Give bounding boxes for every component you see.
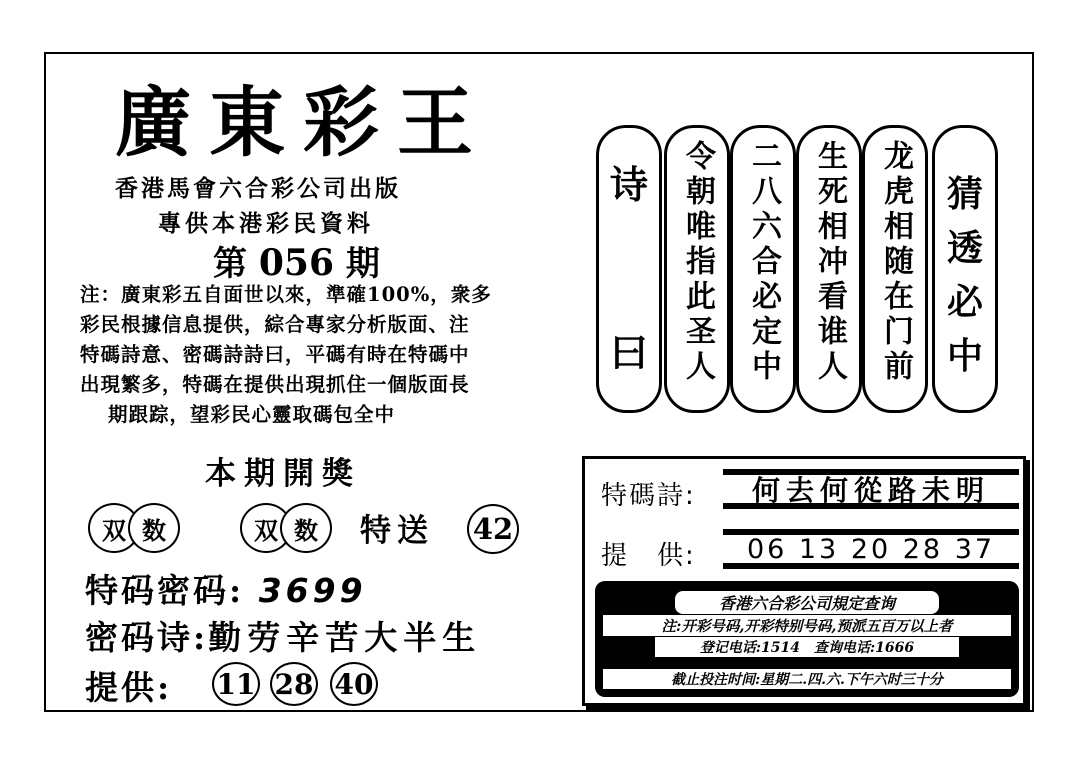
draw-title: 本期開獎 bbox=[205, 456, 361, 492]
secret-poem-value: 勤劳辛苦大半生 bbox=[208, 618, 482, 657]
notice-line: 登记电话:1514 查询电话:1666 bbox=[655, 637, 959, 657]
notice-title: 香港六合彩公司規定查询 bbox=[675, 591, 939, 614]
poem-value: 何去何從路未明 bbox=[723, 469, 1019, 509]
note-line: 注：廣東彩五自面世以來，準確100%，衆多 bbox=[80, 283, 492, 306]
guess-scroll bbox=[932, 125, 998, 413]
scroll-line: 龙虎相随在门前 bbox=[878, 140, 913, 385]
note-line: 特碼詩意、密碼詩詩曰，平碼有時在特碼中 bbox=[80, 343, 470, 366]
special-label: 特送 bbox=[360, 513, 434, 549]
secret-code-label: 特码密码: bbox=[85, 571, 245, 610]
scroll-char: 诗 bbox=[609, 163, 648, 207]
issue-prefix: 第 bbox=[213, 244, 247, 284]
notice-line: 注:开彩号码,开彩特别号码,预派五百万以上者 bbox=[603, 615, 1011, 636]
issue-number bbox=[213, 236, 380, 285]
poem-scroll-4 bbox=[862, 125, 928, 413]
secret-poem-label: 密码诗: bbox=[85, 618, 209, 657]
draw-circle: 数 bbox=[280, 503, 332, 553]
page-title: 廣東彩王 bbox=[115, 78, 491, 167]
poem-head-scroll bbox=[596, 125, 662, 413]
poem-scroll-3 bbox=[796, 125, 862, 413]
draw-circle: 数 bbox=[128, 503, 180, 553]
note-line: 彩民根據信息提供，綜合專家分析版面、注 bbox=[80, 313, 470, 336]
secret-code-row bbox=[85, 565, 367, 612]
issue-suffix: 期 bbox=[345, 244, 380, 284]
poem-scroll-1 bbox=[664, 125, 730, 413]
scroll-char: 必 bbox=[946, 282, 983, 323]
scroll-char: 中 bbox=[946, 336, 983, 377]
scroll-char: 透 bbox=[946, 228, 983, 269]
note-line: 期跟踪，望彩民心靈取碼包全中 bbox=[108, 403, 396, 426]
dedication-text: 專供本港彩民資料 bbox=[158, 210, 374, 237]
notice-line: 截止投注时间:星期二.四.六.下午六时三十分 bbox=[603, 669, 1011, 689]
secret-poem-row bbox=[85, 612, 481, 659]
poem-label: 特碼詩: bbox=[601, 481, 696, 511]
note-line: 出現繁多，特碼在提供出現抓住一個版面長 bbox=[80, 373, 470, 396]
special-number: 42 bbox=[467, 504, 519, 554]
notice-paragraph bbox=[80, 280, 545, 430]
draw-circle: 双 bbox=[88, 503, 140, 553]
info-box bbox=[582, 456, 1026, 706]
poem-scroll-2 bbox=[730, 125, 796, 413]
scroll-line: 生死相冲看谁人 bbox=[812, 140, 847, 385]
provide-box-label: 提 供: bbox=[601, 541, 696, 571]
issue-value: 056 bbox=[258, 242, 334, 284]
secret-code-value: 3699 bbox=[258, 571, 367, 610]
provide-number: 28 bbox=[270, 662, 318, 706]
scroll-line: 令朝唯指此圣人 bbox=[680, 140, 715, 385]
notice-panel bbox=[595, 581, 1019, 697]
provide-label: 提供: bbox=[85, 668, 173, 707]
provide-number: 11 bbox=[212, 662, 260, 706]
draw-circle: 双 bbox=[240, 503, 292, 553]
provide-number: 40 bbox=[330, 662, 378, 706]
scroll-char: 曰 bbox=[609, 331, 648, 375]
scroll-line: 二八六合必定中 bbox=[746, 140, 781, 385]
scroll-char: 猜 bbox=[946, 174, 983, 215]
provide-box-value: 06 13 20 28 37 bbox=[723, 529, 1019, 569]
publisher-text: 香港馬會六合彩公司出版 bbox=[115, 175, 401, 202]
